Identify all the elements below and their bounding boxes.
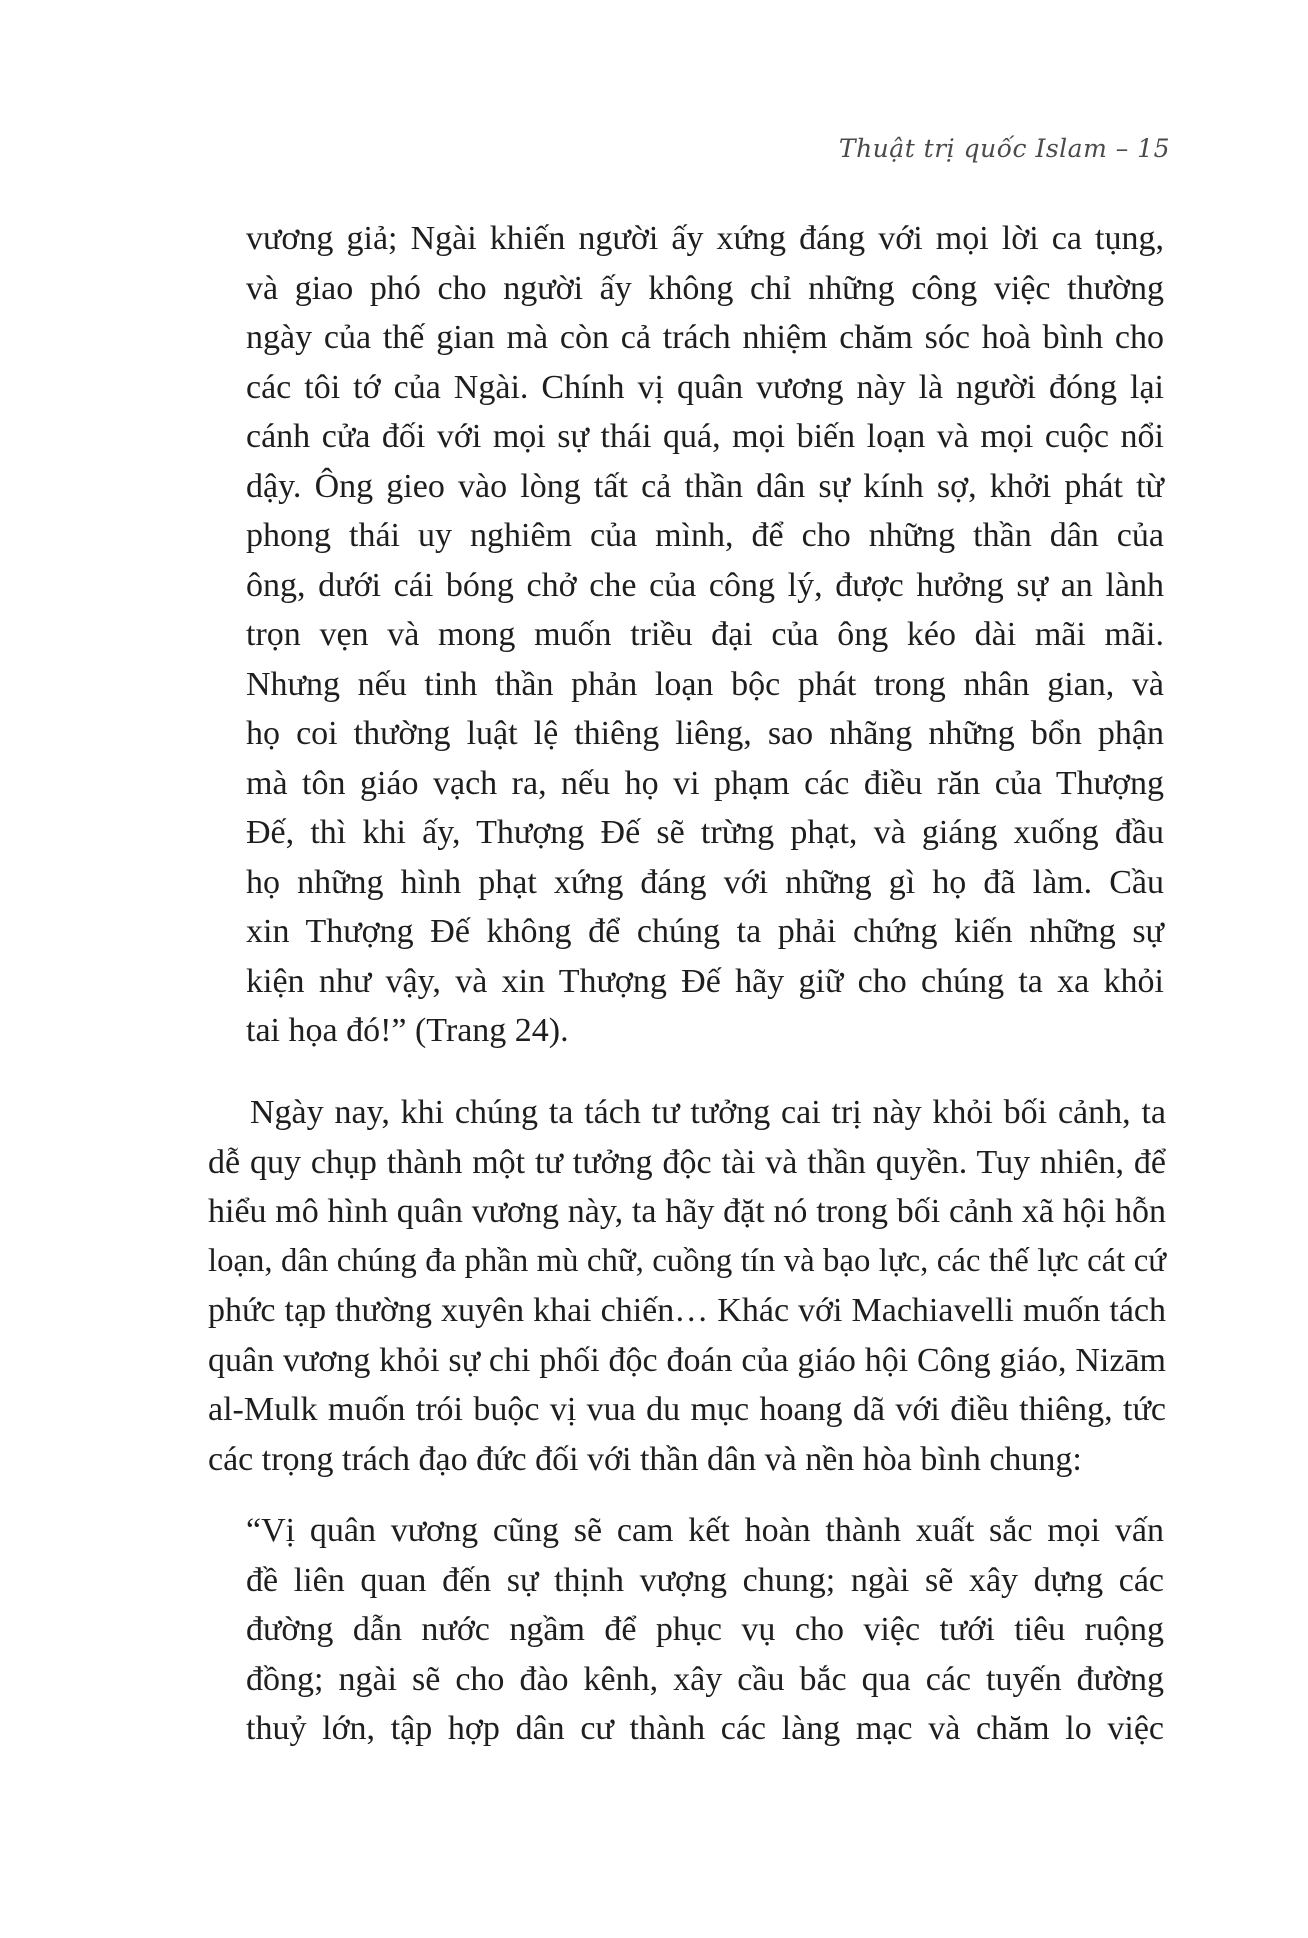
- block-quote-continued: [246, 214, 1164, 1056]
- text-line: ông, dưới cái bóng chở che của công lý, được hưởng sự an lành: [246, 566, 1164, 604]
- text-line: đề liên quan đến sự thịnh vượng chung; ngài sẽ xây dựng các: [246, 1561, 1164, 1599]
- text-line: và giao phó cho người ấy không chỉ những công việc thường: [246, 269, 1164, 307]
- body-paragraph: [166, 1088, 1166, 1484]
- text-line: các tôi tớ của Ngài. Chính vị quân vương này là người đóng lại: [246, 368, 1164, 406]
- text-line: loạn, dân chúng đa phần mù chữ, cuồng tín và bạo lực, các thế lực cát cứ: [208, 1242, 1166, 1279]
- text-line: Ngày nay, khi chúng ta tách tư tưởng cai trị này khỏi bối cảnh, ta: [250, 1094, 1166, 1131]
- text-line: “Vị quân vương cũng sẽ cam kết hoàn thành xuất sắc mọi vấn: [246, 1512, 1164, 1549]
- text-line: dậy. Ông gieo vào lòng tất cả thần dân sự kính sợ, khởi phát từ: [246, 467, 1164, 505]
- text-line: cánh cửa đối với mọi sự thái quá, mọi biến loạn và mọi cuộc nổi: [246, 418, 1164, 455]
- text-line: trọn vẹn và mong muốn triều đại của ông kéo dài mãi mãi.: [246, 616, 1164, 653]
- text-line: thuỷ lớn, tập hợp dân cư thành các làng mạc và chăm lo việc: [246, 1710, 1164, 1747]
- text-line: Nhưng nếu tinh thần phản loạn bộc phát trong nhân gian, và: [246, 665, 1164, 703]
- text-line: phức tạp thường xuyên khai chiến… Khác với Machiavelli muốn tách: [208, 1292, 1166, 1329]
- text-line: quân vương khỏi sự chi phối độc đoán của giáo hội Công giáo, Nizām: [208, 1341, 1166, 1379]
- text-line: đường dẫn nước ngầm để phục vụ cho việc tưới tiêu ruộng: [246, 1611, 1164, 1648]
- text-line: đồng; ngài sẽ cho đào kênh, xây cầu bắc qua các tuyến đường: [246, 1660, 1164, 1698]
- block-quote-new: [246, 1506, 1164, 1754]
- text-line: vương giả; Ngài khiến người ấy xứng đáng với mọi lời ca tụng,: [246, 220, 1164, 257]
- text-line: phong thái uy nghiêm của mình, để cho những thần dân của: [246, 517, 1164, 554]
- text-line: xin Thượng Đế không để chúng ta phải chứng kiến những sự: [246, 913, 1164, 950]
- text-line: các trọng trách đạo đức đối với thần dân và nền hòa bình chung:: [208, 1440, 1082, 1478]
- text-line: hiểu mô hình quân vương này, ta hãy đặt nó trong bối cảnh xã hội hỗn: [208, 1193, 1166, 1230]
- text-line: Đế, thì khi ấy, Thượng Đế sẽ trừng phạt, và giáng xuống đầu: [246, 814, 1164, 851]
- text-line: tai họa đó!” (Trang 24).: [246, 1012, 569, 1049]
- text-line: al-Mulk muốn trói buộc vị vua du mục hoang dã với điều thiêng, tức: [208, 1391, 1166, 1428]
- running-header: Thuật trị quốc Islam – 15: [838, 134, 1170, 163]
- text-line: mà tôn giáo vạch ra, nếu họ vi phạm các điều răn của Thượng: [246, 764, 1164, 802]
- text-line: ngày của thế gian mà còn cả trách nhiệm chăm sóc hoà bình cho: [246, 319, 1164, 356]
- text-line: họ coi thường luật lệ thiêng liêng, sao nhãng những bổn phận: [246, 715, 1164, 752]
- text-line: dễ quy chụp thành một tư tưởng độc tài và thần quyền. Tuy nhiên, để: [208, 1143, 1166, 1181]
- text-line: kiện như vậy, và xin Thượng Đế hãy giữ cho chúng ta xa khỏi: [246, 962, 1164, 1000]
- text-line: họ những hình phạt xứng đáng với những gì họ đã làm. Cầu: [246, 863, 1164, 901]
